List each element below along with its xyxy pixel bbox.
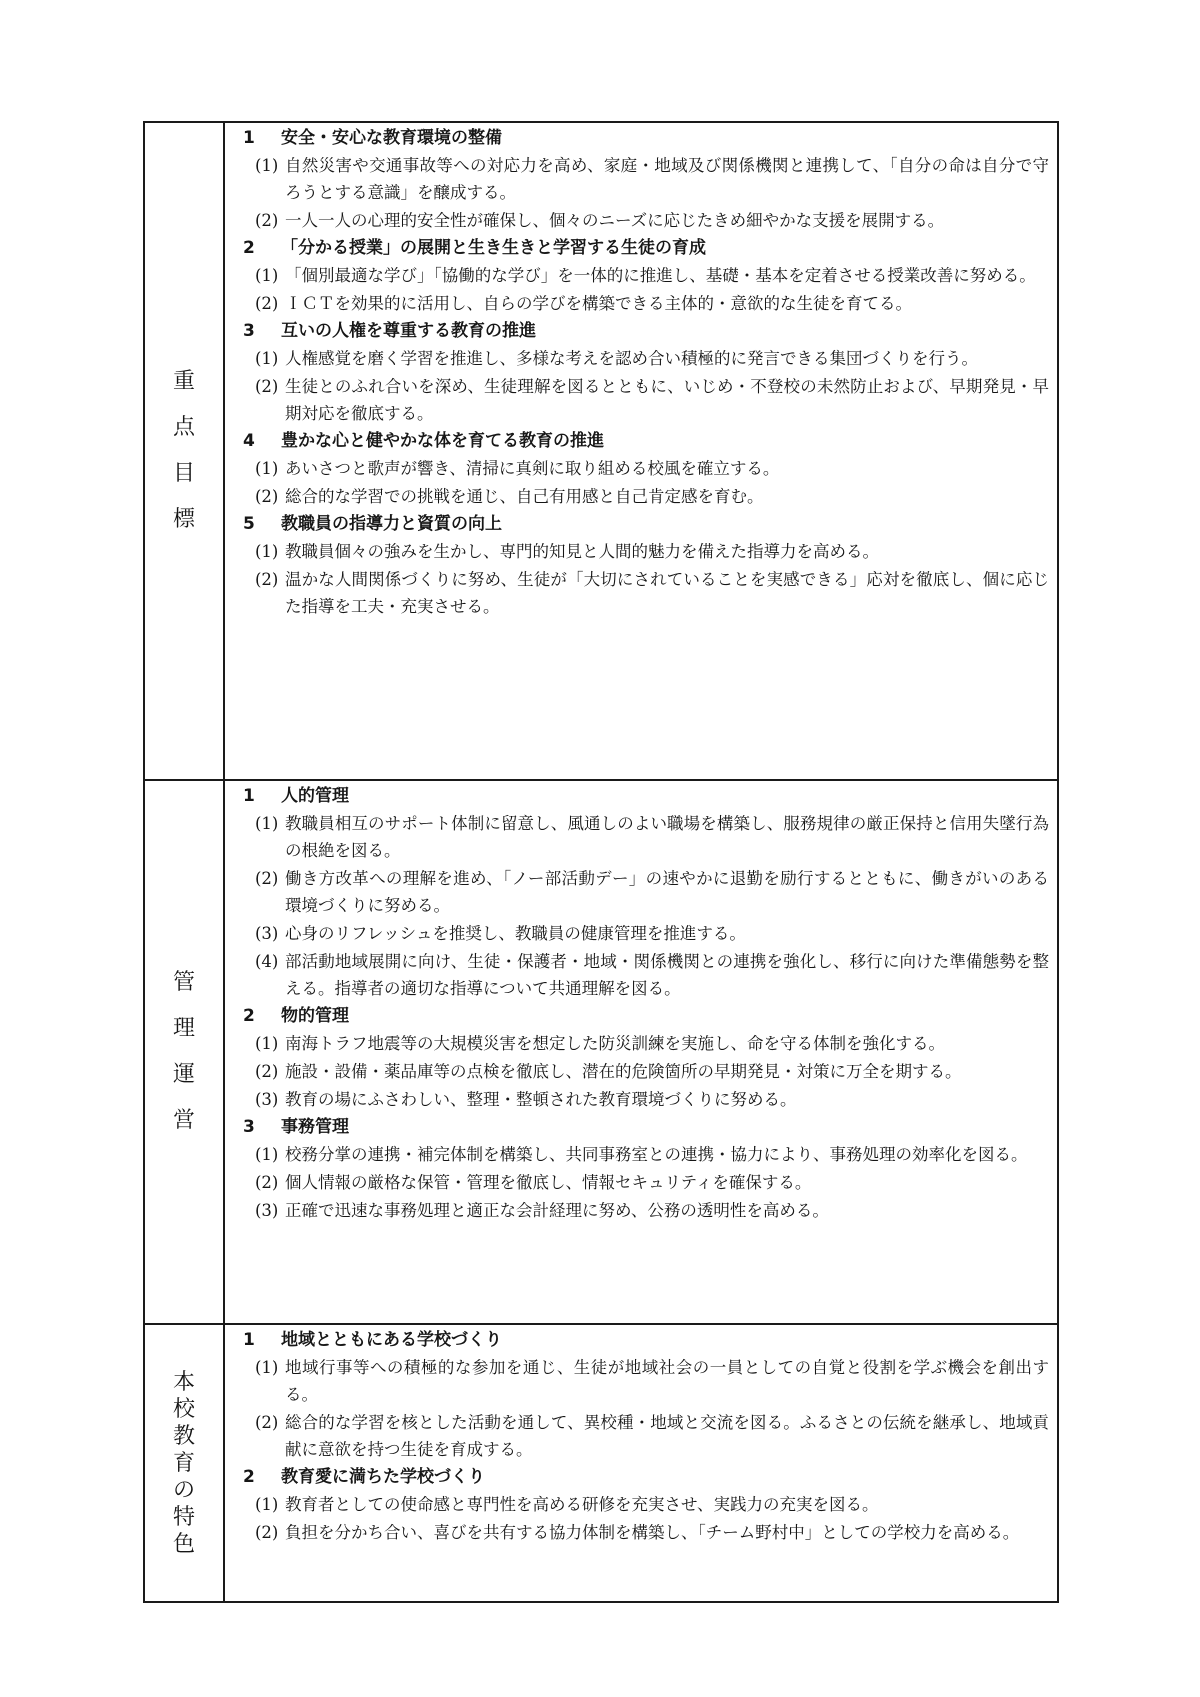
group-title [239,1464,1049,1491]
item-text: ＩＣＴを効果的に活用し、自らの学びを構築できる主体的・意欲的な生徒を育てる。 [285,294,912,313]
item-text: 教職員個々の強みを生かし、専門的知見と人間的魅力を備えた指導力を高める。 [285,542,879,561]
group-number: 1 [243,786,255,806]
list-item [239,152,1049,206]
item-number: (1) [255,1145,279,1164]
item-text: 部活動地域展開に向け、生徒・保護者・地域・関係機関との連携を強化し、移行に向けた準備態勢を整える。指導者の適切な指導について共通理解を図る。 [285,952,1049,998]
list-item [239,1519,1049,1546]
list-item [239,345,1049,372]
list-item [239,1409,1049,1463]
vertical-label [173,1369,195,1558]
item-number: (2) [255,869,279,888]
item-number: (1) [255,1034,279,1053]
group-title-text: 安全・安心な教育環境の整備 [281,128,502,148]
item-number: (1) [255,814,279,833]
label-char: 理 [172,1016,195,1041]
group-number: 3 [243,1117,255,1137]
group-title [239,235,1049,262]
section-management [145,779,1057,1323]
item-text: 南海トラフ地震等の大規模災害を想定した防災訓練を実施し、命を守る体制を強化する。 [285,1034,945,1053]
label-char: 標 [172,507,195,532]
list-item [239,1058,1049,1085]
item-text: 個人情報の厳格な保管・管理を徹底し、情報セキュリティを確保する。 [285,1173,812,1192]
list-item [239,455,1049,482]
item-number: (1) [255,1495,279,1514]
list-item [239,262,1049,289]
item-text: 負担を分かち合い、喜びを共有する協力体制を構築し、「チーム野村中」としての学校力を高める。 [285,1523,1020,1542]
group-title [239,428,1049,455]
item-number: (3) [255,924,279,943]
group-number: 3 [243,321,255,341]
list-item [239,1030,1049,1057]
item-text: 生徒とのふれ合いを深め、生徒理解を図るとともに、いじめ・不登校の未然防止および、早期発見・早期対応を徹底する。 [285,377,1049,423]
group-title-text: 人的管理 [281,786,349,806]
item-text: 施設・設備・薬品庫等の点検を徹底し、潜在的危険箇所の早期発見・対策に万全を期する。 [285,1062,962,1081]
group-number: 1 [243,128,255,148]
group-number: 4 [243,431,255,451]
item-number: (1) [255,459,279,478]
item-number: (3) [255,1201,279,1220]
item-number: (1) [255,1358,279,1377]
label-char: 本 [172,1369,195,1395]
label-char: 目 [172,461,195,486]
group-title-text: 地域とともにある学校づくり [281,1330,502,1350]
item-number: (2) [255,1173,279,1192]
group-number: 2 [243,238,255,258]
label-char: 色 [172,1531,195,1557]
item-text: 教育の場にふさわしい、整理・整頓された教育環境づくりに努める。 [285,1090,797,1109]
label-char: 校 [172,1396,195,1422]
vertical-label [173,359,195,543]
section-content [225,781,1057,1323]
list-item [239,1354,1049,1408]
item-text: あいさつと歌声が響き、清掃に真剣に取り組める校風を確立する。 [285,459,780,478]
list-item [239,948,1049,1002]
item-text: 自然災害や交通事故等への対応力を高め、家庭・地域及び関係機関と連携して、「自分の命は自分で守ろうとする意識」を醸成する。 [285,156,1049,202]
list-item [239,483,1049,510]
section-priority-goals [145,123,1057,779]
group-number: 1 [243,1330,255,1350]
label-char: 重 [172,369,195,394]
list-item [239,920,1049,947]
item-text: 校務分掌の連携・補完体制を構築し、共同事務室との連携・協力により、事務処理の効率化を図る。 [285,1145,1028,1164]
list-item [239,810,1049,864]
group-title [239,125,1049,152]
item-text: 心身のリフレッシュを推奨し、教職員の健康管理を推進する。 [285,924,746,943]
item-text: 地域行事等への積極的な参加を通じ、生徒が地域社会の一員としての自覚と役割を学ぶ機会を創出する。 [285,1358,1050,1404]
list-item [239,373,1049,427]
item-text: 教職員相互のサポート体制に留意し、風通しのよい職場を構築し、服務規律の厳正保持と信用失墜行為の根絶を図る。 [285,814,1049,860]
label-char: の [172,1477,195,1503]
item-number: (1) [255,349,279,368]
item-number: (2) [255,487,279,506]
label-char: 管 [172,970,195,995]
item-number: (1) [255,542,279,561]
group-title-text: 豊かな心と健やかな体を育てる教育の推進 [281,431,604,451]
group-title-text: 教育愛に満ちた学校づくり [281,1467,485,1487]
item-number: (2) [255,1413,279,1432]
label-char: 育 [172,1450,195,1476]
item-number: (2) [255,211,279,230]
group-title-text: 事務管理 [281,1117,349,1137]
item-text: 正確で迅速な事務処理と適正な会計経理に努め、公務の透明性を高める。 [285,1201,829,1220]
item-text: 教育者としての使命感と専門性を高める研修を充実させ、実践力の充実を図る。 [285,1495,879,1514]
item-number: (2) [255,1062,279,1081]
group-title [239,1327,1049,1354]
list-item [239,1169,1049,1196]
list-item [239,566,1049,620]
group-number: 5 [243,514,255,534]
item-text: 温かな人間関係づくりに努め、生徒が「大切にされていることを実感できる」応対を徹底し、個に応じた指導を工夫・充実させる。 [285,570,1049,616]
item-text: 働き方改革への理解を進め、「ノー部活動デー」の速やかに退勤を励行するとともに、働きがいのある環境づくりに努める。 [285,869,1049,915]
item-text: 総合的な学習を核とした活動を通して、異校種・地域と交流を図る。ふるさとの伝統を継承し、地域貢献に意欲を持つ生徒を育成する。 [285,1413,1049,1459]
label-char: 教 [172,1423,195,1449]
group-number: 2 [243,1467,255,1487]
section-school-features [145,1323,1057,1601]
group-title [239,1003,1049,1030]
section-label [145,1325,225,1601]
list-item [239,538,1049,565]
label-char: 運 [172,1062,195,1087]
group-title [239,511,1049,538]
list-item [239,1086,1049,1113]
item-text: 総合的な学習での挑戦を通じ、自己有用感と自己肯定感を育む。 [285,487,764,506]
item-number: (1) [255,156,279,175]
section-label [145,123,225,779]
section-content [225,123,1057,779]
list-item [239,1141,1049,1168]
item-number: (4) [255,952,279,971]
list-item [239,865,1049,919]
item-text: 人権感覚を磨く学習を推進し、多様な考えを認め合い積極的に発言できる集団づくりを行う。 [285,349,978,368]
group-title-text: 「分かる授業」の展開と生き生きと学習する生徒の育成 [281,238,706,258]
label-char: 営 [172,1108,195,1133]
group-title-text: 物的管理 [281,1006,349,1026]
list-item [239,1197,1049,1224]
group-number: 2 [243,1006,255,1026]
label-char: 点 [172,415,195,440]
item-number: (1) [255,266,279,285]
group-title [239,1114,1049,1141]
item-text: 一人一人の心理的安全性が確保し、個々のニーズに応じたきめ細やかな支援を展開する。 [285,211,945,230]
item-number: (2) [255,377,279,396]
label-char: 特 [172,1504,195,1530]
item-number: (3) [255,1090,279,1109]
item-text: 「個別最適な学び」「協働的な学び」を一体的に推進し、基礎・基本を定着させる授業改善に努める。 [285,266,1036,285]
vertical-label [173,960,195,1144]
item-number: (2) [255,1523,279,1542]
list-item [239,207,1049,234]
group-title [239,318,1049,345]
section-content [225,1325,1057,1601]
item-number: (2) [255,570,279,589]
group-title-text: 教職員の指導力と資質の向上 [281,514,502,534]
list-item [239,290,1049,317]
list-item [239,1491,1049,1518]
group-title [239,783,1049,810]
item-number: (2) [255,294,279,313]
plan-table [143,121,1059,1603]
section-label [145,781,225,1323]
group-title-text: 互いの人権を尊重する教育の推進 [281,321,536,341]
